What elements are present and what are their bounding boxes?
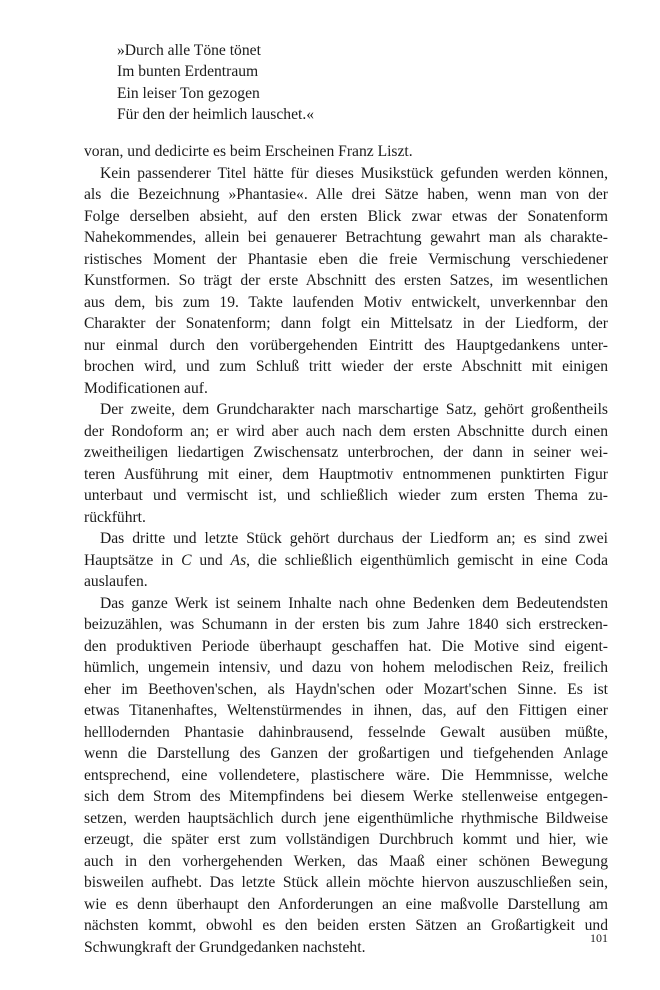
text-line: Das ganze Werk ist seinem Inhalte nach ohne Bedenken dem Bedeutendsten <box>100 594 608 612</box>
text-line: hümlich, ungemein intensiv, und dazu von hohem melodischen Reiz, freilich <box>84 659 608 676</box>
verse-line: Ein leiser Ton gezogen <box>117 84 260 102</box>
text-line: nur einmal durch den vorübergehenden Eintritt des Hauptgedankens unter- <box>84 336 608 354</box>
text-line: eher im Beethoven'schen, als Haydn'schen oder Mozart'schen Sinne. Es ist <box>84 680 608 698</box>
text-line: Schwungkraft der Grundgedanken nachsteht. <box>84 938 366 956</box>
text-line: unterbaut und vermischt ist, und schließlich wieder zum ersten Thema zu- <box>84 487 608 504</box>
text-line: brochen wird, und zum Schluß tritt wieder der erste Abschnitt mit einigen <box>84 358 608 375</box>
text-line: den produktiven Periode überhaupt geschaffen hat. Die Motive sind eigent- <box>84 637 608 655</box>
text-line: beizuzählen, was Schumann in der ersten bis zum Jahre 1840 sich erstrecken- <box>84 616 608 633</box>
text-line: Kunstformen. So trägt der erste Abschnitt des ersten Satzes, im wesentlichen <box>84 272 608 289</box>
text-line: Nahekommendes, allein bei genauerer Betrachtung gewahrt man als charakte- <box>84 229 608 246</box>
text-segment: und <box>191 551 231 569</box>
text-segment: , die schließlich eigenthümlich gemischt in eine Coda <box>246 551 608 569</box>
text-segment: Hauptsätze in <box>84 551 182 569</box>
text-line: Charakter der Sonatenform; dann folgt ein Mittelsatz in der Liedform, der <box>84 315 608 332</box>
text-line: auslaufen. <box>84 573 148 590</box>
text-line: wie es denn überhaupt den Anforderungen an eine maßvolle Darstellung am <box>84 895 608 913</box>
text-line: als die Bezeichnung »Phantasie«. Alle drei Sätze haben, wenn man von der <box>84 186 608 203</box>
body-text <box>84 141 608 958</box>
text-line: etwas Titanenhaftes, Weltenstürmendes in ihnen, das, auf den Fittigen einer <box>84 702 608 719</box>
text-line: entsprechend, eine vollendetere, plastischere wäre. Die Hemmnisse, welche <box>84 766 608 784</box>
text-line: Kein passenderer Titel hätte für dieses Musikstück gefunden werden können, <box>100 164 608 182</box>
text-line: ristisches Moment der Phantasie eben die freie Vermischung verschiedener <box>84 250 608 268</box>
text-line: wenn die Darstellung des Ganzen der großartigen und tiefgehenden Anlage <box>84 745 608 762</box>
page-number: 101 <box>590 931 608 945</box>
text-line: zweitheiligen liedartigen Zwischensatz unterbrochen, der dann in seiner wei- <box>84 444 608 461</box>
text-line: Modificationen auf. <box>84 379 208 397</box>
text-line: erzeugt, die später erst zum vollständigen Durchbruch kommt und hier, wie <box>84 831 608 848</box>
text-line: Der zweite, dem Grundcharakter nach marschartige Satz, gehört großentheils <box>100 401 608 418</box>
key-c-italic: C <box>181 551 192 569</box>
text-line: voran, und dedicirte es beim Erscheinen Franz Liszt. <box>84 143 413 160</box>
text-line: sich dem Strom des Mitempfindens bei diesem Werke stellenweise entgegen- <box>84 788 608 805</box>
verse-line: Für den der heimlich lauschet.« <box>117 105 315 123</box>
text-line: Folge derselben absieht, auf den ersten Blick zwar etwas der Sonatenform <box>84 207 608 225</box>
text-line: setzen, werden hauptsächlich durch jene eigenthümliche rhythmische Bildweise <box>84 809 608 827</box>
text-line: Das dritte und letzte Stück gehört durchaus der Liedform an; es sind zwei <box>100 530 608 547</box>
text-line: nächsten kommt, obwohl es den beiden ersten Sätzen an Großartigkeit und <box>84 917 608 934</box>
text-line: rückführt. <box>84 508 146 526</box>
verse-line: Im bunten Erdentraum <box>117 63 259 81</box>
key-as-italic: As <box>230 551 247 569</box>
text-line: helllodernden Phantasie dahinbrausend, fesselnde Gewalt ausüben müßte, <box>84 723 608 741</box>
text-line: teren Ausführung mit einer, dem Hauptmotiv entnommenen punktirten Figur <box>84 465 608 483</box>
text-line: der Rondoform an; er wird aber auch nach dem ersten Abschnitte durch einen <box>84 422 608 440</box>
verse-line: »Durch alle Töne tönet <box>117 42 261 59</box>
text-line: auch in den vorhergehenden Werken, das Maaß einer schönen Bewegung <box>84 852 608 870</box>
text-line: aus dem, bis zum 19. Takte laufenden Motiv entwickelt, unverkennbar den <box>84 293 608 311</box>
verse-quote <box>117 40 314 125</box>
text-line: bisweilen aufhebt. Das letzte Stück allein möchte hiervon auszuschließen sein, <box>84 874 608 891</box>
text-line <box>84 550 608 572</box>
